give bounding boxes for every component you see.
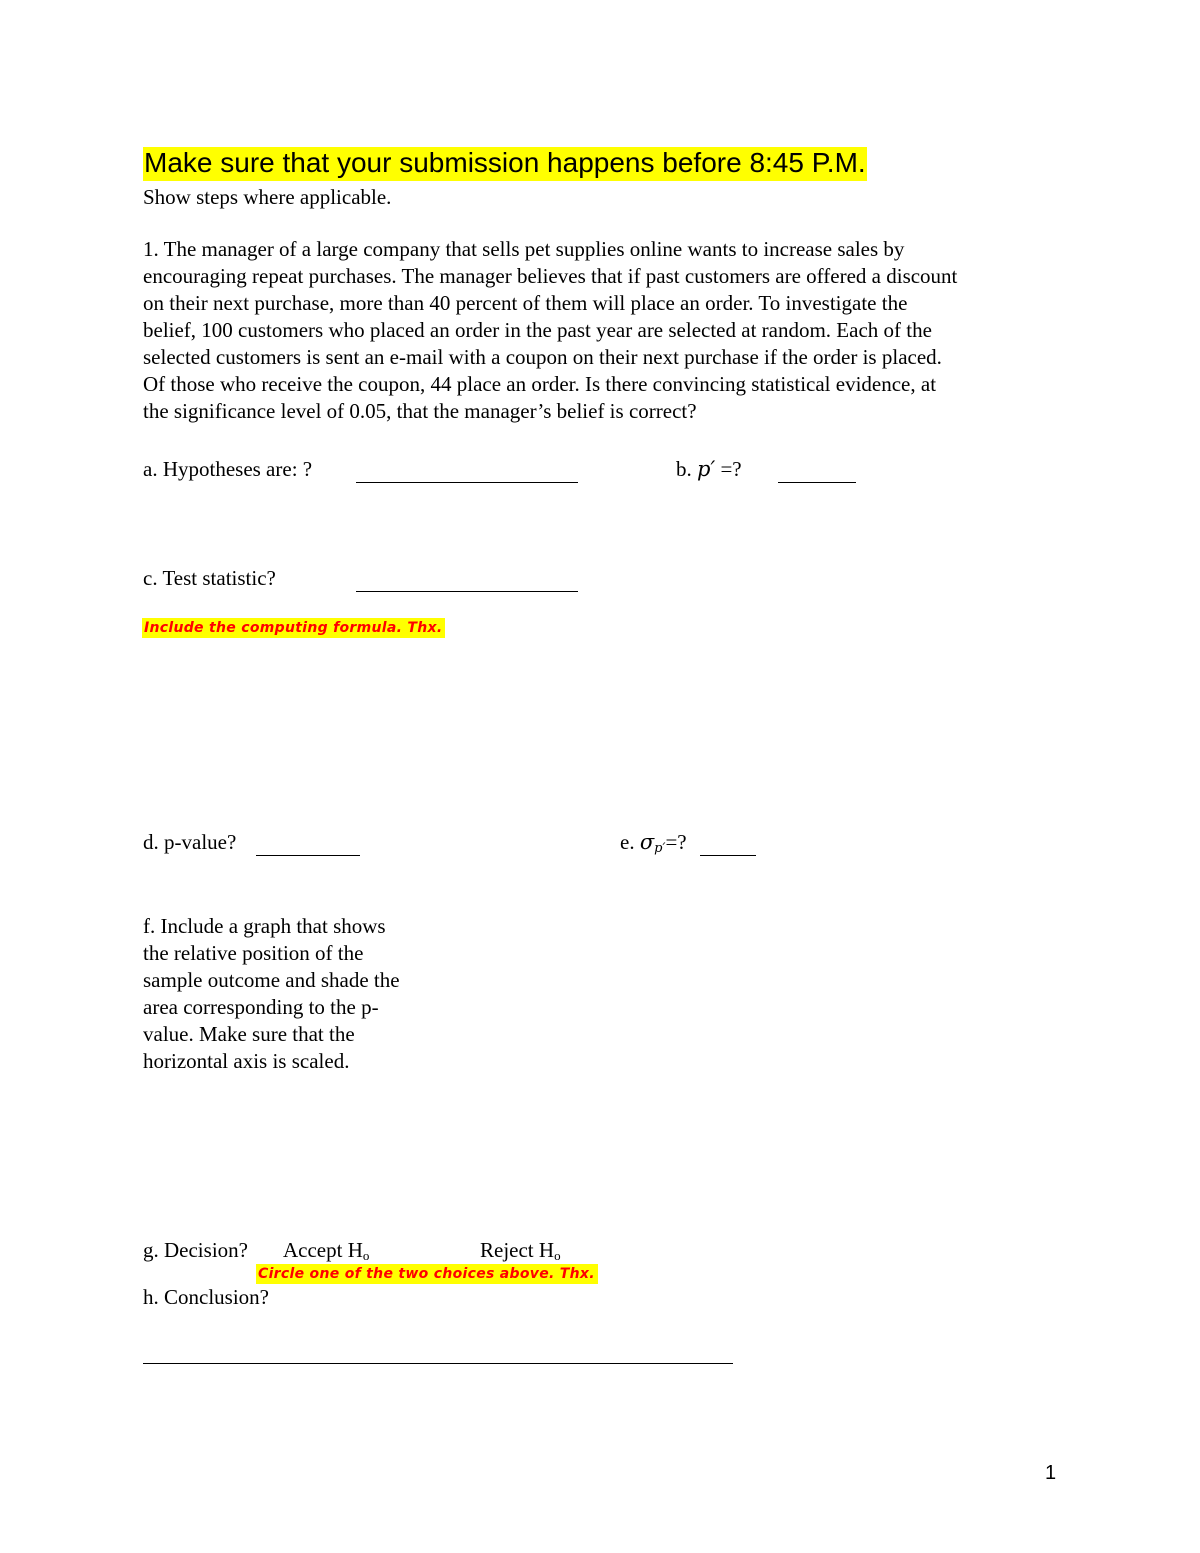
conclusion-answer-line[interactable] — [143, 1363, 733, 1364]
question-e-answer-blank[interactable] — [700, 837, 756, 856]
page-title: Make sure that your submission happens before 8:45 P.M. — [143, 147, 867, 181]
problem-line: selected customers is sent an e-mail with a coupon on their next purchase if the order is placed. — [143, 345, 942, 369]
question-e-suffix: =? — [665, 830, 687, 854]
question-a-answer-blank[interactable] — [356, 464, 578, 483]
question-b-answer-blank[interactable] — [778, 464, 856, 483]
question-b-suffix: =? — [720, 457, 742, 481]
formula-note: Include the computing formula. Thx. — [142, 618, 445, 638]
problem-line: on their next purchase, more than 40 percent of them will place an order. To investigate the — [143, 291, 908, 315]
reject-h0-subscript: o — [554, 1248, 561, 1263]
question-f-line: area corresponding to the p- — [143, 995, 379, 1019]
question-g-label: g. Decision? — [143, 1238, 248, 1262]
page-number: 1 — [1045, 1462, 1057, 1484]
p-prime-symbol: p′ — [697, 457, 716, 481]
question-f-block — [143, 913, 453, 1075]
question-f-line: the relative position of the — [143, 941, 364, 965]
problem-paragraph — [143, 236, 1073, 425]
problem-line: 1. The manager of a large company that sells pet supplies online wants to increase sales by — [143, 237, 905, 261]
accept-h0-label: Accept H — [283, 1238, 363, 1262]
question-f-line: sample outcome and shade the — [143, 968, 400, 992]
decision-note: Circle one of the two choices above. Thx. — [256, 1264, 598, 1284]
problem-line: encouraging repeat purchases. The manager believes that if past customers are offered a discount — [143, 264, 958, 288]
question-c-answer-blank[interactable] — [356, 573, 578, 592]
question-d-label: d. p-value? — [143, 830, 237, 854]
reject-h0-choice[interactable] — [480, 1240, 561, 1262]
question-f-line: value. Make sure that the — [143, 1022, 355, 1046]
question-b-label — [676, 459, 742, 480]
problem-line: Of those who receive the coupon, 44 place an order. Is there convincing statistical evidence, at — [143, 372, 937, 396]
question-f-line: f. Include a graph that shows — [143, 914, 386, 938]
problem-line: belief, 100 customers who placed an order in the past year are selected at random. Each of the — [143, 318, 932, 342]
question-h-label: h. Conclusion? — [143, 1285, 269, 1309]
question-f-line: horizontal axis is scaled. — [143, 1049, 350, 1073]
sigma-subscript: p′ — [654, 841, 666, 856]
problem-line: the significance level of 0.05, that the manager’s belief is correct? — [143, 399, 697, 423]
question-e-label — [620, 832, 687, 855]
accept-h0-choice[interactable] — [283, 1240, 369, 1262]
accept-h0-subscript: o — [362, 1248, 370, 1263]
sigma-symbol: σ — [639, 830, 655, 854]
instruction-text: Show steps where applicable. — [143, 185, 392, 209]
question-c-label: c. Test statistic? — [143, 566, 276, 590]
question-a-label: a. Hypotheses are: ? — [143, 457, 313, 481]
question-d-answer-blank[interactable] — [256, 837, 360, 856]
question-b-prefix: b. — [676, 457, 692, 481]
reject-h0-label: Reject H — [480, 1238, 555, 1262]
question-e-prefix: e. — [620, 830, 635, 854]
